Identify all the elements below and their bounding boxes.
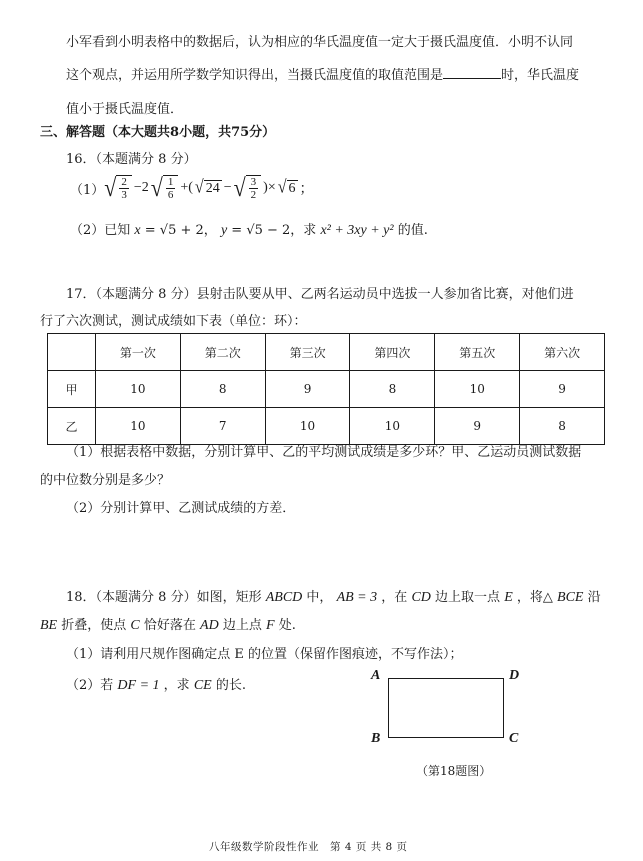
q16-expression: x² + 3xy + y² [320, 223, 394, 238]
score-table [47, 333, 605, 445]
q18-text: 恰好落在 [143, 618, 196, 633]
table-cell: 10 [96, 371, 181, 408]
table-header-cell [48, 334, 96, 371]
q16-var-y: y [220, 223, 228, 238]
q16-header: 16．（本题满分 8 分） [66, 152, 197, 167]
q17-part-1-line-1: （1）根据表格中数据，分别计算甲、乙的平均测试成绩是多少环？甲、乙运动员测试数据 [66, 445, 582, 460]
intro-line-2-before: 这个观点，并运用所学数学知识得出，当摄氏温度值的取值范围是 [66, 68, 444, 83]
table-cell: 10 [265, 408, 350, 445]
table-header-row [48, 334, 605, 371]
table-header-cell: 第三次 [265, 334, 350, 371]
q18-text: 18．（本题满分 8 分）如图，矩形 [66, 590, 262, 605]
intro-line-1: 小军看到小明表格中的数据后，认为相应的华氏温度值一定大于摄氏温度值．小明不认同 [66, 35, 574, 50]
q18-text: 沿 [587, 590, 601, 605]
q16-var-x: x [134, 223, 141, 238]
section-3-end: 分） [249, 125, 276, 140]
q18-line-1 [66, 586, 601, 606]
q17-part-2: （2）分别计算甲、乙测试成绩的方差． [66, 501, 296, 516]
intro-line-2-after: 时，华氏温度 [501, 68, 580, 83]
vertex-label-a: A [371, 668, 381, 683]
table-header-cell: 第四次 [350, 334, 435, 371]
table-cell: 9 [435, 408, 520, 445]
q18-math: AD [200, 618, 219, 633]
table-cell: 10 [350, 408, 435, 445]
table-cell: 8 [520, 408, 605, 445]
q18-line-2 [40, 614, 296, 634]
q16-x-value: = √5 + 2， [144, 223, 217, 238]
q17-line-2: 行了六次测试，测试成绩如下表（单位：环）： [40, 314, 307, 329]
section-3-count: 8 [170, 125, 180, 140]
table-cell: 10 [435, 371, 520, 408]
table-cell: 7 [180, 408, 265, 445]
table-header-cell: 第二次 [180, 334, 265, 371]
q16-part-1 [70, 172, 314, 204]
table-header-cell: 第六次 [520, 334, 605, 371]
table-cell: 9 [520, 371, 605, 408]
q18-math: C [130, 618, 140, 633]
answer-blank[interactable] [443, 66, 501, 79]
q18-math: BCE [557, 590, 584, 605]
q18-text: 折叠，使点 [61, 618, 127, 633]
q18-math: BE [40, 618, 58, 633]
q18-part-1: （1）请利用尺规作图确定点 E 的位置（保留作图痕迹，不写作法）； [66, 647, 463, 662]
q18-math: CD [411, 590, 431, 605]
q18-text: （2）若 [66, 678, 114, 693]
table-row [48, 408, 605, 445]
table-cell: 8 [180, 371, 265, 408]
q18-text: ，在 [381, 590, 408, 605]
q16-p2-label: （2）已知 [70, 223, 131, 238]
vertex-label-d: D [509, 668, 520, 683]
section-3-score: 75 [231, 125, 250, 140]
q18-text: 处. [278, 618, 296, 633]
q18-text: 中， [306, 590, 333, 605]
section-3-mid: 小题，共 [179, 125, 232, 140]
table-cell: 10 [96, 408, 181, 445]
q18-math: ABCD [265, 590, 303, 605]
intro-line-2 [66, 64, 579, 83]
q18-text: 边上点 [222, 618, 262, 633]
q18-text: 的长. [215, 678, 246, 693]
table-row-label: 乙 [48, 408, 96, 445]
q16-p1-expression: √ $\frac{2}{3}$ −2 √ $\frac{1}{6}$ +( √ 24 − √ $\frac{3}{2}$ )× √ 6 ； [104, 173, 314, 202]
q16-p1-label: （1） [70, 182, 105, 198]
figure-caption: （第18题图） [416, 764, 492, 778]
q18-math: AB = 3 [336, 590, 378, 605]
q18-math: E [504, 590, 513, 605]
q18-math: F [266, 618, 275, 633]
q18-text: ，求 [163, 678, 190, 693]
table-row [48, 371, 605, 408]
q18-math: DF = 1 [117, 678, 160, 693]
table-header-cell: 第一次 [96, 334, 181, 371]
q18-text: 边上取一点 [435, 590, 501, 605]
table-header-cell: 第五次 [435, 334, 520, 371]
q18-part-2 [66, 674, 246, 694]
q17-line-1: 17．（本题满分 8 分）县射击队要从甲、乙两名运动员中选拔一人参加省比赛，对他们进 [66, 287, 574, 302]
vertex-label-c: C [509, 731, 519, 746]
q17-part-1-line-2: 的中位数分别是多少？ [40, 473, 171, 488]
section-3-title [40, 121, 275, 140]
q18-text: ，将△ [516, 590, 553, 605]
q18-math: CE [193, 678, 212, 693]
q16-y-value: = √5 − 2，求 [231, 223, 317, 238]
table-row-label: 甲 [48, 371, 96, 408]
table-cell: 9 [265, 371, 350, 408]
q16-part-2 [70, 219, 428, 239]
section-3-title-text: 三、解答题（本大题共 [40, 125, 171, 140]
intro-line-3: 值小于摄氏温度值． [66, 102, 184, 117]
table-cell: 8 [350, 371, 435, 408]
q16-p2-end: 的值. [397, 223, 428, 238]
rectangle-figure [388, 678, 504, 738]
page-footer: 八年级数学阶段性作业 第 4 页 共 8 页 [209, 841, 408, 853]
vertex-label-b: B [371, 731, 381, 746]
